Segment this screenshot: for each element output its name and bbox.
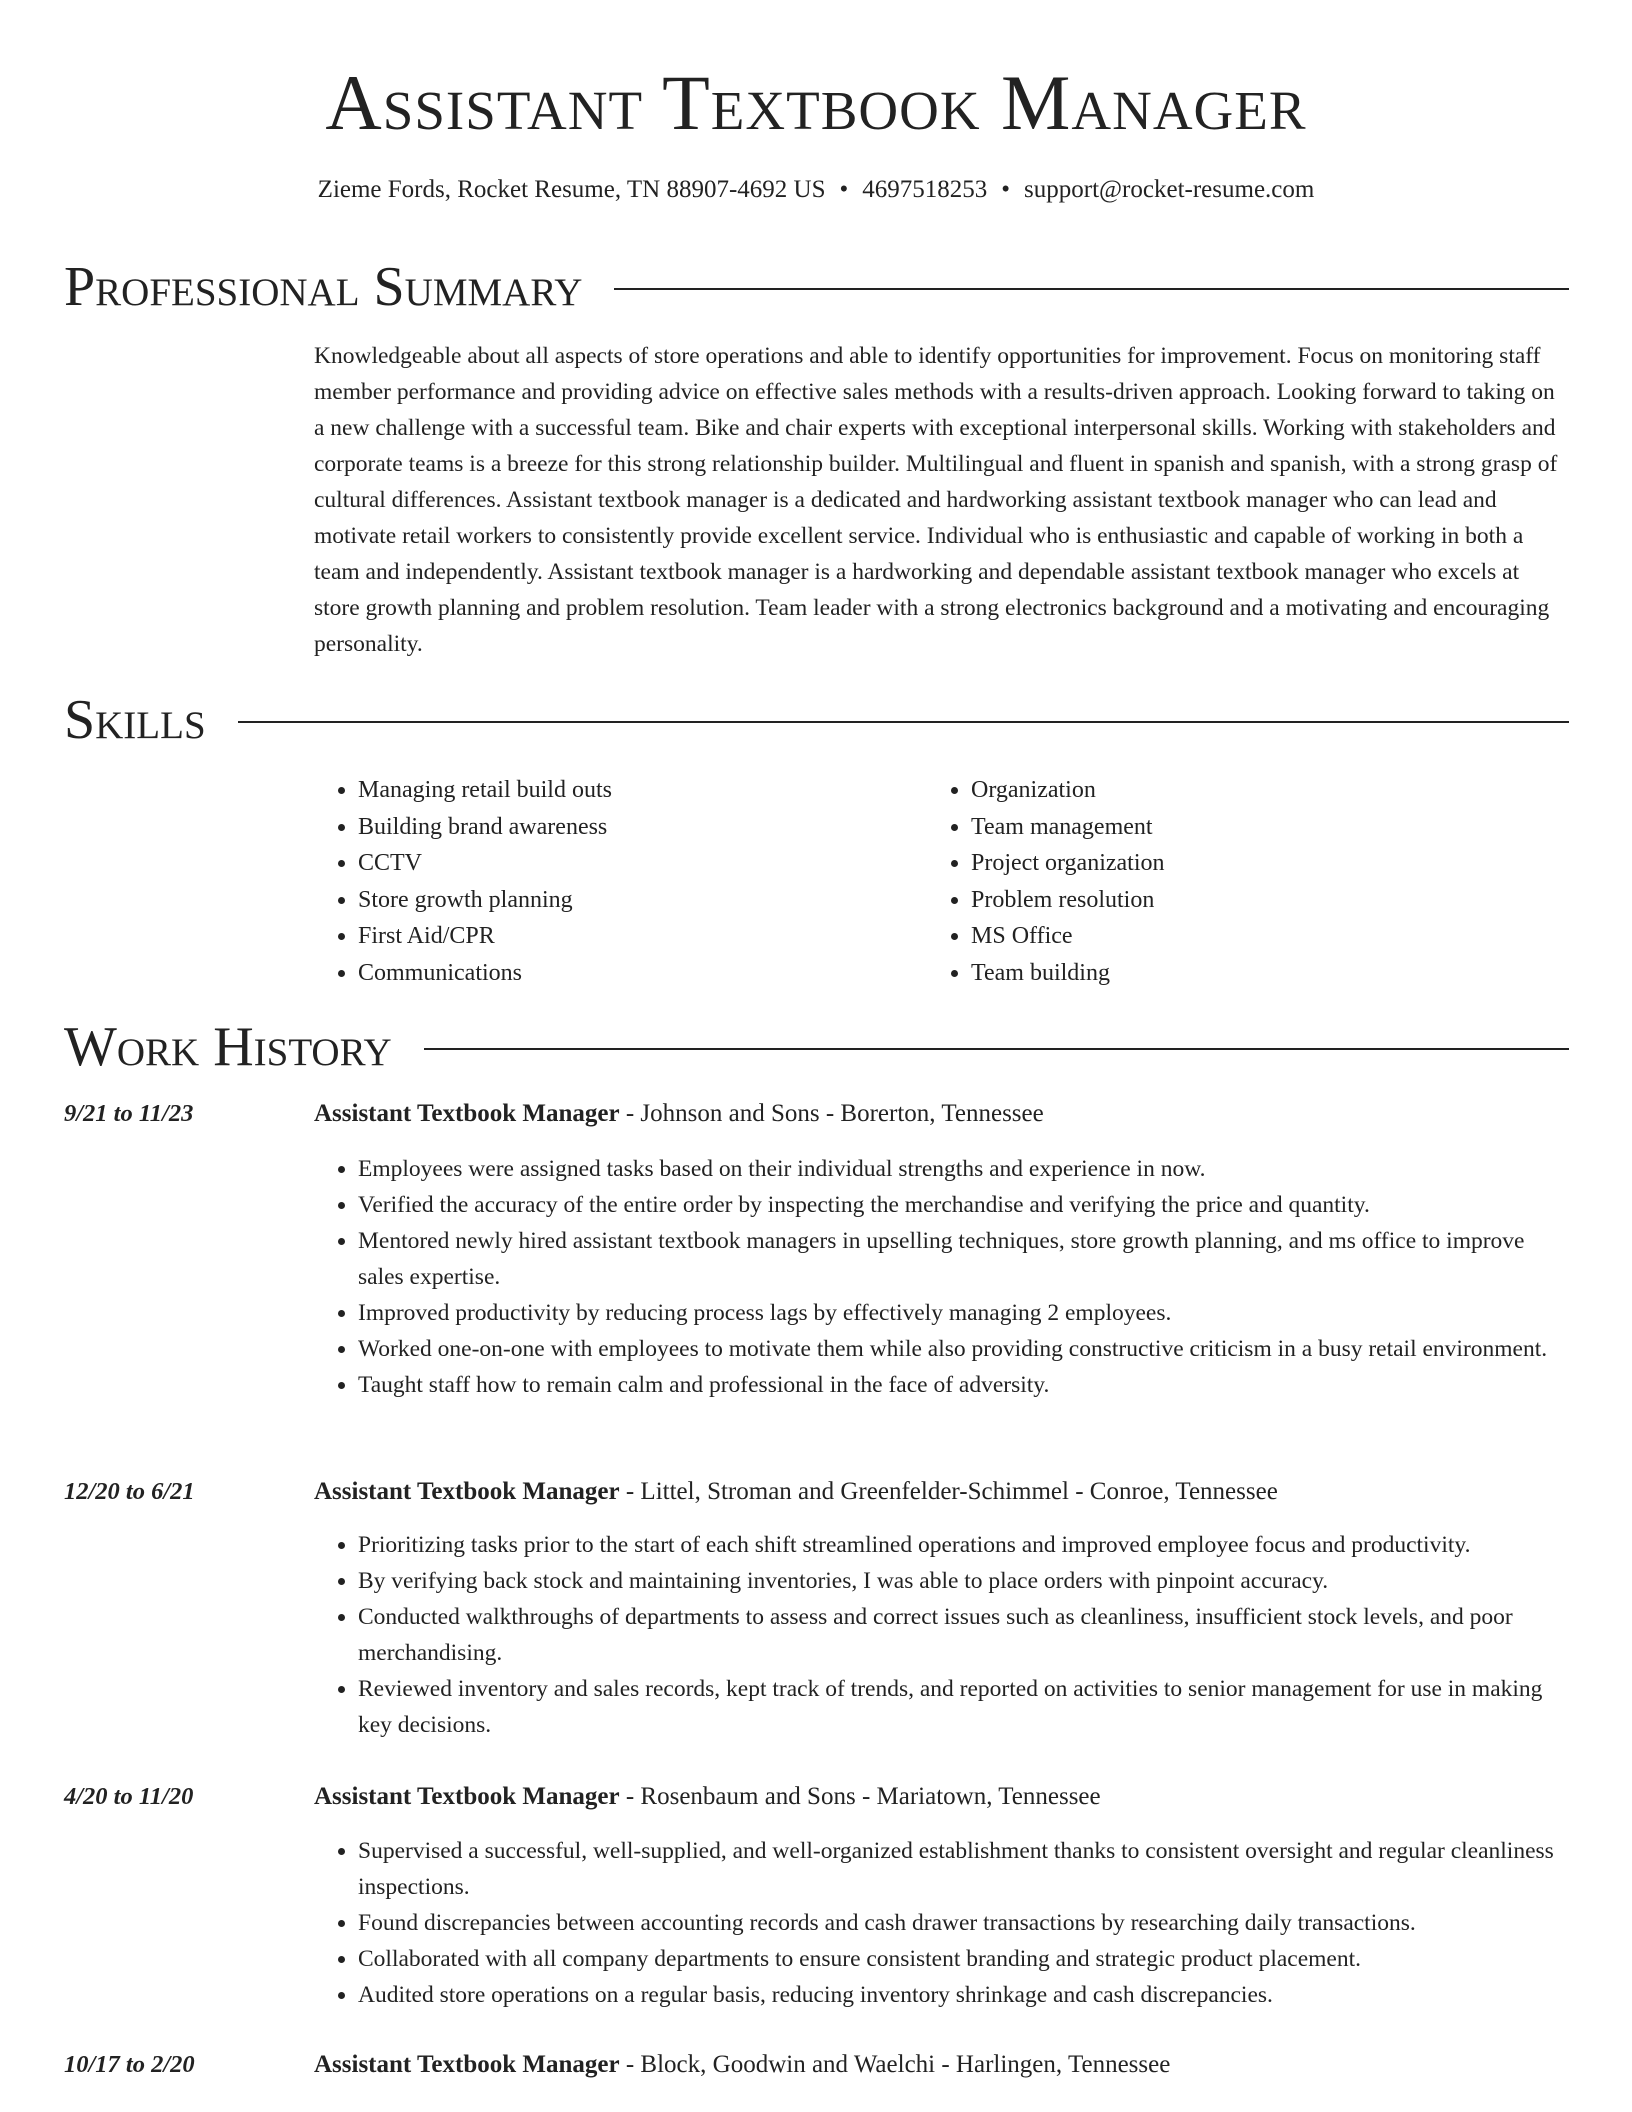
skill-item: • Project organization	[971, 845, 1165, 882]
contact-line	[0, 173, 1632, 207]
job-heading	[314, 2048, 1570, 2082]
skill-item: • Managing retail build outs	[358, 772, 612, 809]
section-divider	[238, 721, 1569, 723]
job-bullet: • Improved productivity by reducing process lags by effectively managing 2 employees.	[358, 1295, 1570, 1331]
skill-item: • MS Office	[971, 918, 1165, 955]
skill-item: • First Aid/CPR	[358, 918, 612, 955]
contact-address: Zieme Fords, Rocket Resume, TN 88907-4692 US	[317, 176, 826, 203]
job-bullet: • Reviewed inventory and sales records, kept track of trends, and reported on activities to senior management for use in making key decisions.	[358, 1671, 1570, 1743]
skill-item: • Communications	[358, 955, 612, 992]
summary-text: Knowledgeable about all aspects of store operations and able to identify opportunities for improvement. Focus on monitoring staff member performance and providing advice on effective sales methods with a results-driven approach. Looking forward to taking on a new challenge with a successful team. Bike and chair experts with exceptional interpersonal skills. Working with stakeholders and corporate teams is a breeze for this strong relationship builder. Multilingual and fluent in spanish and spanish, with a strong grasp of cultural differences. Assistant textbook manager is a dedicated and hardworking assistant textbook manager who can lead and motivate retail workers to consistently provide excellent service. Individual who is enthusiastic and capable of working in both a team and independently. Assistant textbook manager is a hardworking and dependable assistant textbook manager who excels at store growth planning and problem resolution. Team leader with a strong electronics background and a motivating and encouraging personality.	[314, 343, 1558, 657]
job-dates: 10/17 to 2/20	[64, 2051, 195, 2078]
job-bullet: • Found discrepancies between accounting records and cash drawer transactions by researching daily transactions.	[358, 1905, 1570, 1941]
skill-item: • CCTV	[358, 845, 612, 882]
skill-item: • Problem resolution	[971, 882, 1165, 919]
section-divider	[424, 1048, 1569, 1050]
job-bullet: • Conducted walkthroughs of departments to assess and correct issues such as cleanliness, insufficient stock levels, and poor merchandising.	[358, 1599, 1570, 1671]
job-employer: - Rosenbaum and Sons - Mariatown, Tennessee	[619, 1783, 1101, 1810]
job-dates: 4/20 to 11/20	[64, 1783, 194, 1810]
job-heading	[314, 1475, 1570, 1509]
job-bullet: • Mentored newly hired assistant textbook managers in upselling techniques, store growth planning, and ms office to improve sales expertise.	[358, 1223, 1570, 1295]
job-bullet: • Audited store operations on a regular basis, reducing inventory shrinkage and cash discrepancies.	[358, 1977, 1570, 2013]
candidate-name: Assistant Textbook Manager	[325, 59, 1307, 146]
skill-item: • Store growth planning	[358, 882, 612, 919]
job-bullets	[314, 1833, 1570, 2013]
skill-item: • Team building	[971, 955, 1165, 992]
section-title: Skills	[64, 689, 206, 751]
skills-list-right	[927, 772, 1165, 991]
job-bullet: • Employees were assigned tasks based on their individual strengths and experience in now.	[358, 1151, 1570, 1187]
job-role: Assistant Textbook Manager	[314, 1478, 620, 1505]
section-title: Work History	[64, 1016, 392, 1078]
summary-section-header	[64, 255, 1569, 319]
job-bullets	[314, 1527, 1570, 1743]
contact-email: support@rocket-resume.com	[1024, 176, 1315, 203]
section-title: Professional Summary	[64, 256, 583, 318]
job-employer: - Block, Goodwin and Waelchi - Harlingen, Tennessee	[619, 2051, 1171, 2078]
skill-item: • Team management	[971, 809, 1165, 846]
job-bullet: • Worked one-on-one with employees to motivate them while also providing constructive criticism in a busy retail environment.	[358, 1331, 1570, 1367]
job-heading	[314, 1097, 1570, 1131]
job-bullet: • Prioritizing tasks prior to the start of each shift streamlined operations and improved employee focus and productivity.	[358, 1527, 1570, 1563]
contact-phone: 4697518253	[862, 176, 988, 203]
job-bullet: • Verified the accuracy of the entire order by inspecting the merchandise and verifying the price and quantity.	[358, 1187, 1570, 1223]
job-bullet: • Collaborated with all company departments to ensure consistent branding and strategic product placement.	[358, 1941, 1570, 1977]
job-dates: 9/21 to 11/23	[64, 1100, 194, 1127]
contact-separator: •	[839, 176, 849, 203]
job-dates: 12/20 to 6/21	[64, 1478, 195, 1505]
contact-separator: •	[1001, 176, 1011, 203]
job-employer: - Littel, Stroman and Greenfelder-Schimmel - Conroe, Tennessee	[619, 1478, 1278, 1505]
job-heading	[314, 1780, 1570, 1814]
job-bullets	[314, 1151, 1570, 1403]
job-employer: - Johnson and Sons - Borerton, Tennessee	[619, 1100, 1044, 1127]
work-section-header	[64, 1015, 1569, 1079]
job-bullet: • By verifying back stock and maintaining inventories, I was able to place orders with pinpoint accuracy.	[358, 1563, 1570, 1599]
job-bullet: • Taught staff how to remain calm and professional in the face of adversity.	[358, 1367, 1570, 1403]
section-divider	[614, 288, 1569, 290]
skills-list-left	[314, 772, 612, 991]
job-bullet: • Supervised a successful, well-supplied, and well-organized establishment thanks to consistent oversight and regular cleanliness inspections.	[358, 1833, 1570, 1905]
job-role: Assistant Textbook Manager	[314, 1783, 620, 1810]
skill-item: • Building brand awareness	[358, 809, 612, 846]
skill-item: • Organization	[971, 772, 1165, 809]
skills-section-header	[64, 688, 1569, 752]
job-role: Assistant Textbook Manager	[314, 2051, 620, 2078]
job-role: Assistant Textbook Manager	[314, 1100, 620, 1127]
